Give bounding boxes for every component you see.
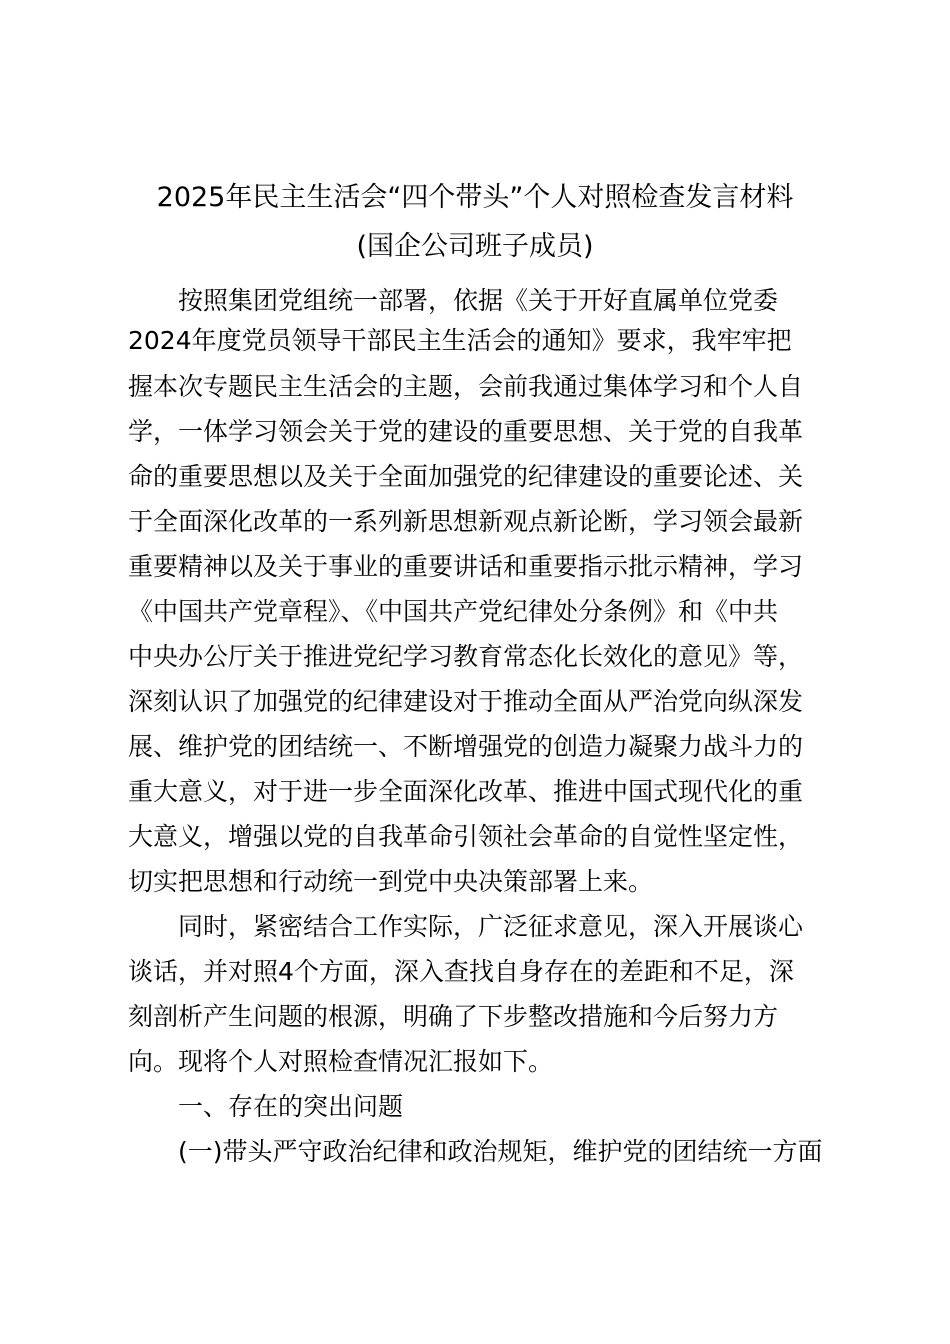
body-line: 展、维护党的团结统一、不断增强党的创造力凝聚力战斗力的 bbox=[128, 732, 804, 761]
subsection-heading: (一)带头严守政治纪律和政治规矩，维护党的团结统一方面 bbox=[178, 1137, 823, 1166]
body-line: 按照集团党组统一部署，依据《关于开好直属单位党委 bbox=[178, 286, 779, 315]
body-line: 2024年度党员领导干部民主生活会的通知》要求，我牢牢把 bbox=[128, 326, 792, 355]
body-line: 《中国共产党章程》、《中国共产党纪律处分条例》和《中共 bbox=[128, 597, 779, 626]
body-line: 刻剖析产生问题的根源，明确了下步整改措施和今后努力方 bbox=[128, 1002, 779, 1031]
body-line: 握本次专题民主生活会的主题，会前我通过集体学习和个人自 bbox=[128, 372, 804, 401]
body-line: 切实把思想和行动统一到党中央决策部署上来。 bbox=[128, 867, 654, 896]
body-line: 于全面深化改革的一系列新思想新观点新论断，学习领会最新 bbox=[128, 507, 804, 536]
body-line: 中央办公厅关于推进党纪学习教育常态化长效化的意见》等， bbox=[128, 642, 804, 671]
body-line: 谈话，并对照4个方面，深入查找自身存在的差距和不足，深 bbox=[128, 957, 794, 986]
body-line: 向。现将个人对照检查情况汇报如下。 bbox=[128, 1047, 554, 1076]
document-title: 2025年民主生活会“四个带头”个人对照检查发言材料 bbox=[156, 182, 794, 213]
body-line: 大意义，增强以党的自我革命引领社会革命的自觉性坚定性， bbox=[128, 822, 804, 851]
document-subtitle: (国企公司班子成员) bbox=[356, 231, 594, 262]
body-line: 同时，紧密结合工作实际，广泛征求意见，深入开展谈心 bbox=[178, 912, 804, 941]
section-heading: 一、存在的突出问题 bbox=[178, 1092, 404, 1121]
body-line: 重大意义，对于进一步全面深化改革、推进中国式现代化的重 bbox=[128, 777, 804, 806]
body-line: 学，一体学习领会关于党的建设的重要思想、关于党的自我革 bbox=[128, 417, 804, 446]
body-line: 深刻认识了加强党的纪律建设对于推动全面从严治党向纵深发 bbox=[128, 687, 804, 716]
body-line: 重要精神以及关于事业的重要讲话和重要指示批示精神，学习 bbox=[128, 552, 804, 581]
body-line: 命的重要思想以及关于全面加强党的纪律建设的重要论述、关 bbox=[128, 462, 804, 491]
